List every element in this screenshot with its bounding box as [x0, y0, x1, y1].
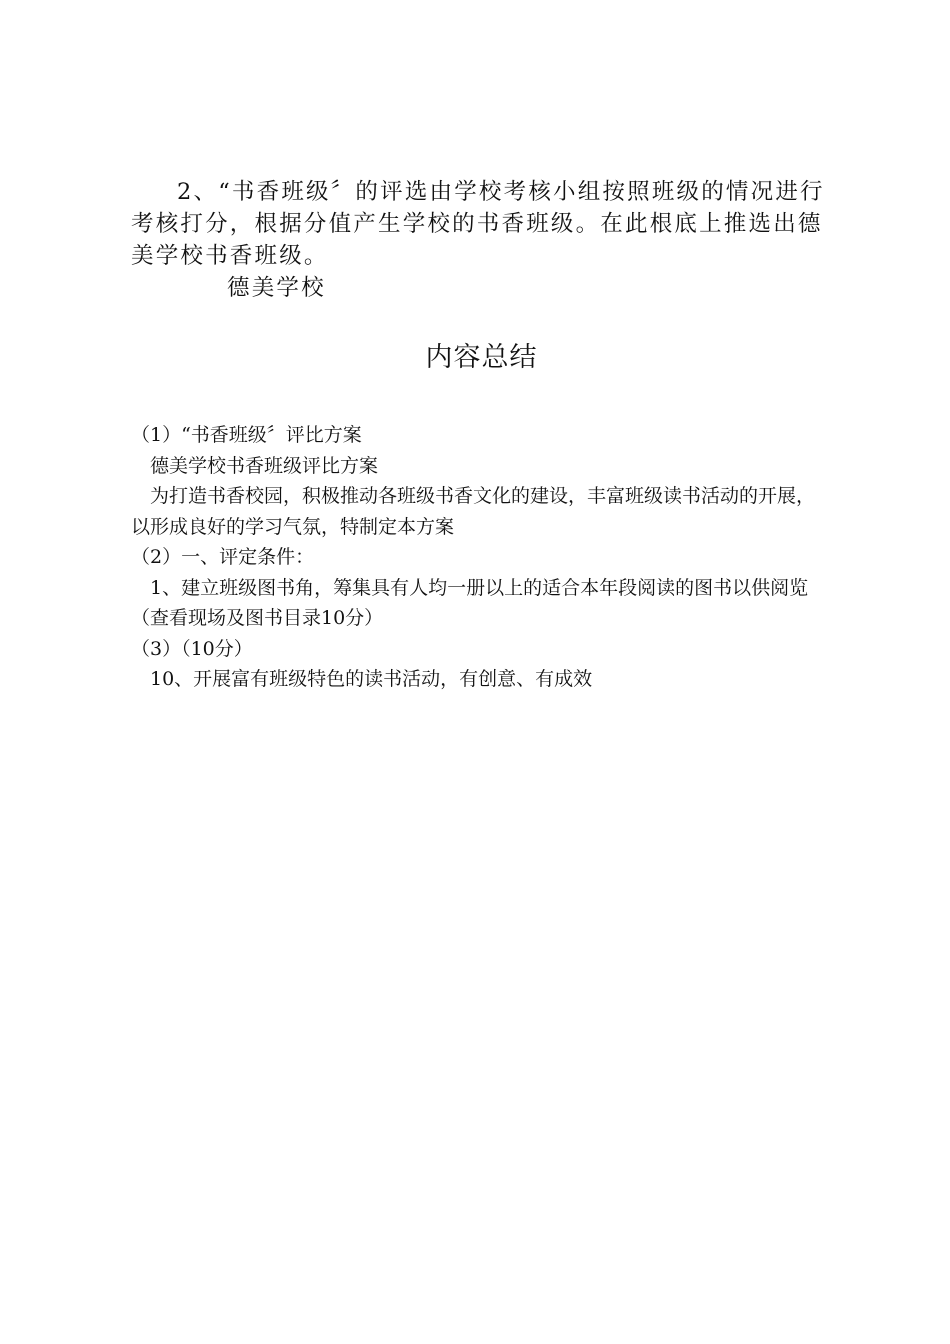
summary-line-3: 为打造书香校园，积极推动各班级书香文化的建设，丰富班级读书活动的开展，以形成良好的学习气氛，特制定本方案: [131, 485, 816, 538]
school-signature: 德美学校: [227, 275, 326, 301]
summary-section: [131, 420, 831, 695]
summary-line-5: 1、建立班级图书角，筹集具有人均一册以上的适合本年段阅读的图书以供阅览（查看现场及图书目录10分）: [131, 576, 809, 629]
summary-line-4: （2）一、评定条件：: [131, 546, 315, 568]
summary-line-1: （1）“书香班级〞评比方案: [131, 424, 362, 446]
summary-line-6: （3）（10分）: [131, 637, 253, 660]
summary-line-7: 10、开展富有班级特色的读书活动，有创意、有成效: [150, 668, 593, 690]
summary-line-2: 德美学校书香班级评比方案: [150, 454, 379, 477]
summary-title: 内容总结: [425, 342, 538, 373]
document-body: [131, 176, 831, 304]
criteria-item-2: 2、“书香班级〞的评选由学校考核小组按照班级的情况进行考核打分，根据分值产生学校的书香班级。在此根底上推选出德美学校书香班级。: [131, 179, 825, 269]
